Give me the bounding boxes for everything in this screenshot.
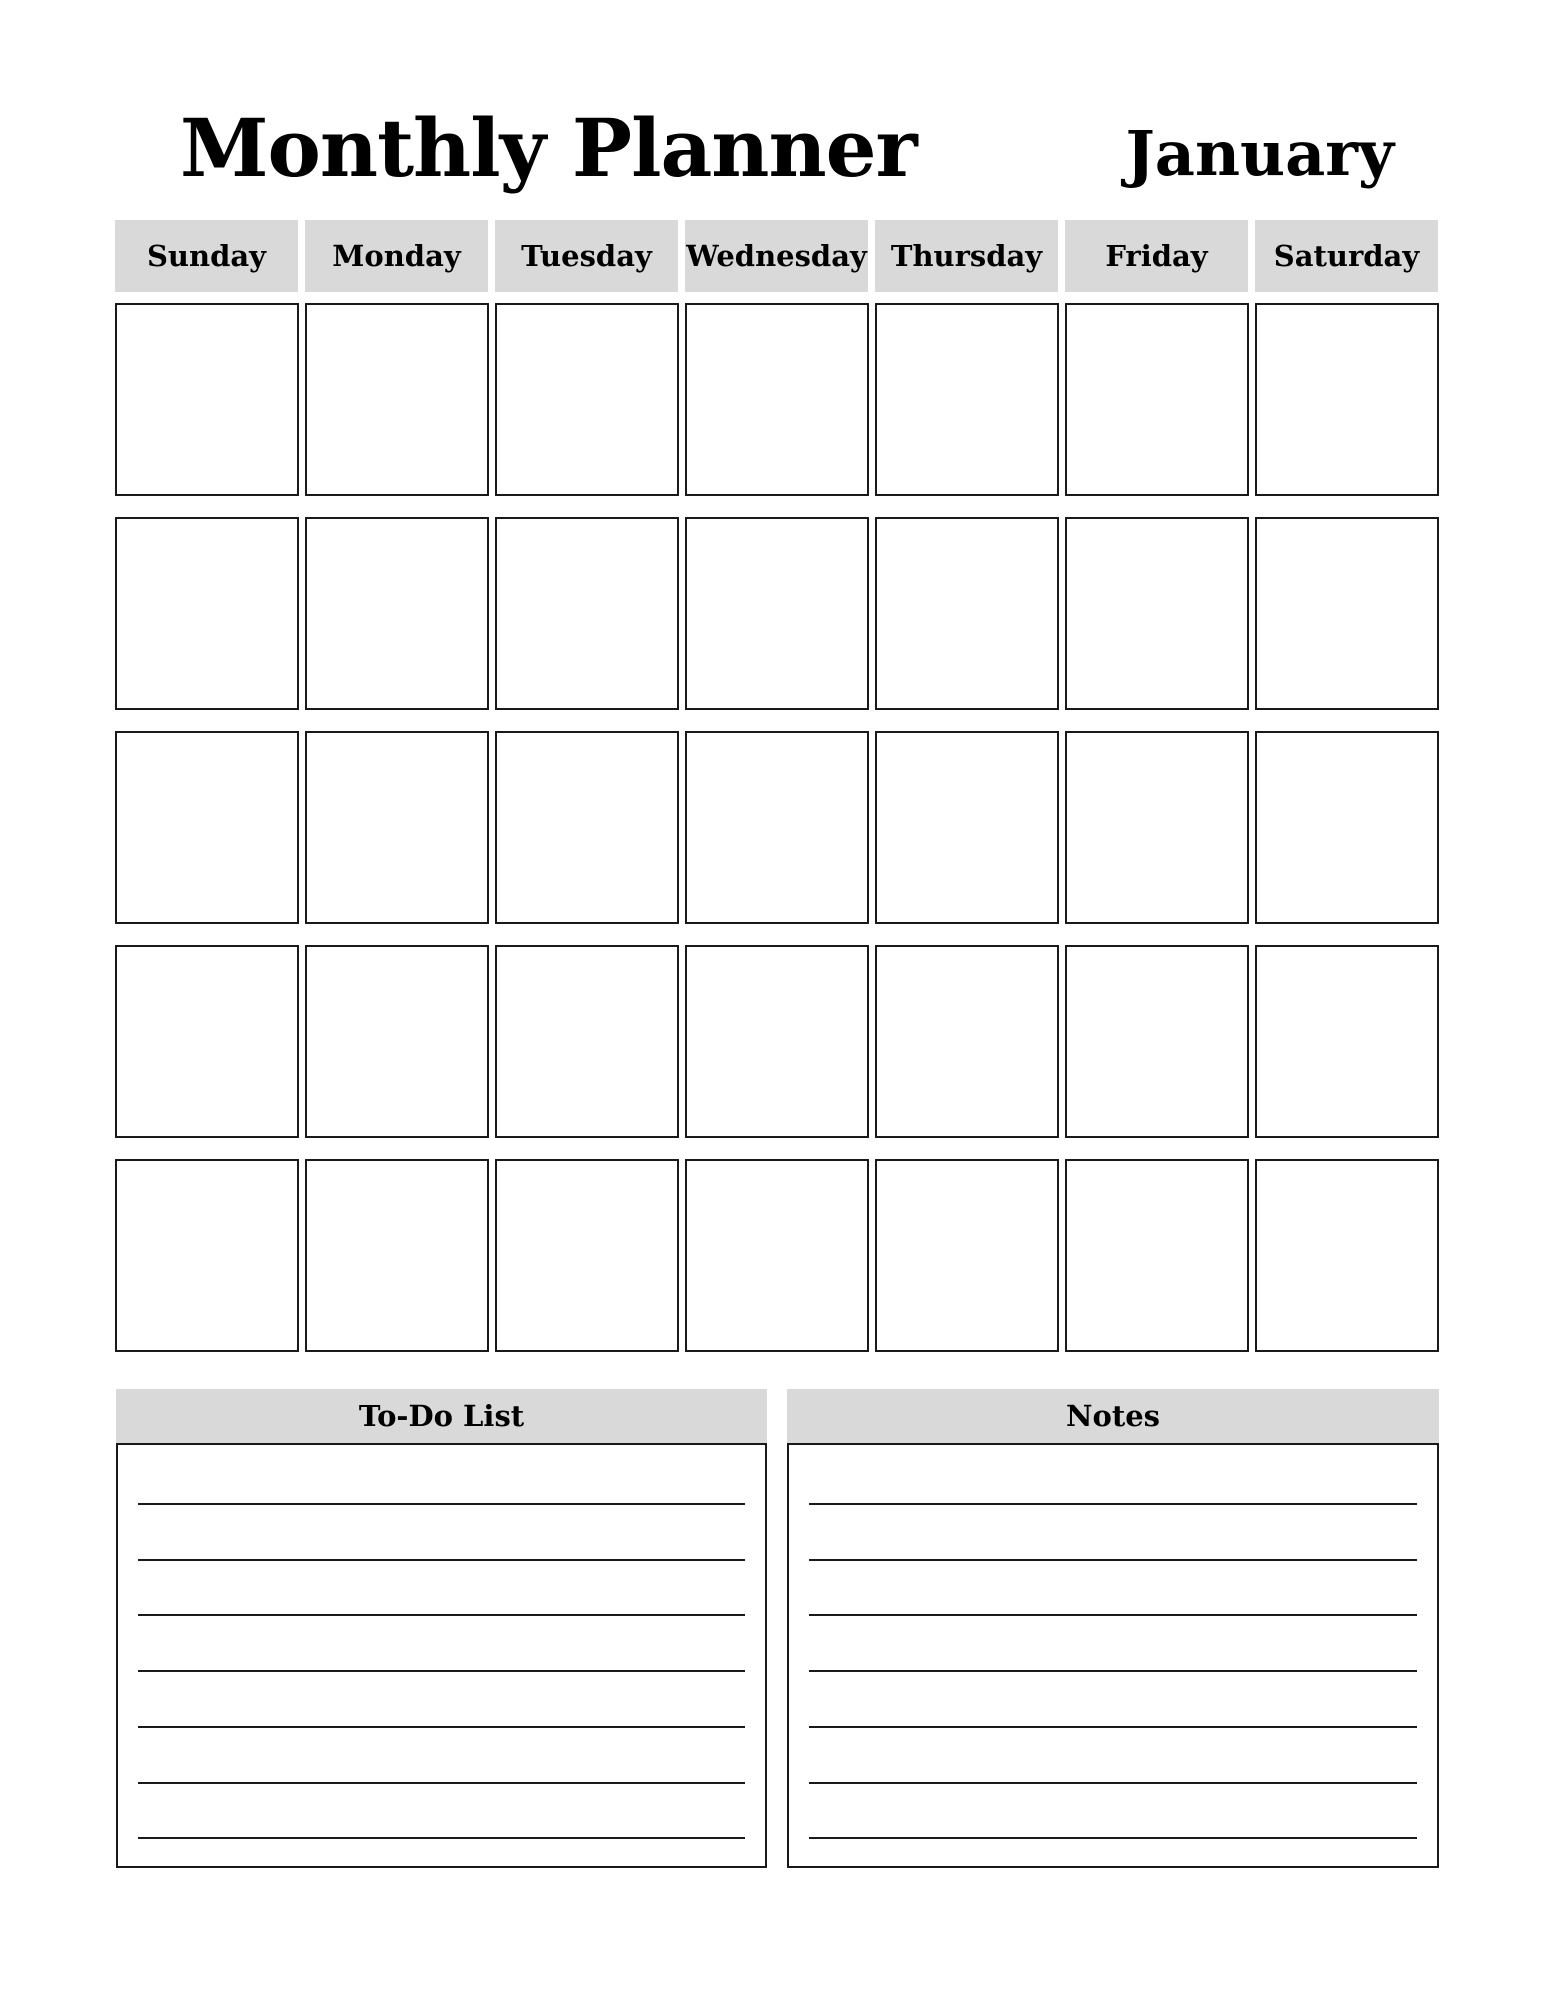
weekday-sunday: Sunday [115, 220, 298, 292]
todo-box[interactable] [116, 1443, 767, 1868]
weekday-wednesday: Wednesday [685, 220, 868, 292]
day-cell[interactable] [1065, 731, 1249, 924]
day-cell[interactable] [495, 517, 679, 710]
day-cell[interactable] [305, 517, 489, 710]
day-cell[interactable] [115, 945, 299, 1138]
day-cell[interactable] [685, 1159, 869, 1352]
weekday-friday: Friday [1065, 220, 1248, 292]
weekday-saturday: Saturday [1255, 220, 1438, 292]
todo-writing-line[interactable] [138, 1503, 745, 1505]
todo-writing-line[interactable] [138, 1559, 745, 1561]
day-cell[interactable] [1065, 945, 1249, 1138]
day-cell[interactable] [875, 1159, 1059, 1352]
day-cell[interactable] [305, 303, 489, 496]
day-cell[interactable] [685, 303, 869, 496]
day-cell[interactable] [1255, 303, 1439, 496]
notes-header: Notes [787, 1389, 1439, 1443]
day-cell[interactable] [1065, 303, 1249, 496]
day-cell[interactable] [115, 517, 299, 710]
day-cell[interactable] [495, 1159, 679, 1352]
weekday-header-row [115, 220, 1440, 292]
day-cell[interactable] [685, 517, 869, 710]
notes-writing-line[interactable] [809, 1614, 1417, 1616]
notes-writing-line[interactable] [809, 1559, 1417, 1561]
todo-writing-line[interactable] [138, 1670, 745, 1672]
notes-box[interactable] [787, 1443, 1439, 1868]
day-cell[interactable] [875, 303, 1059, 496]
notes-writing-line[interactable] [809, 1837, 1417, 1839]
day-cell[interactable] [1255, 945, 1439, 1138]
day-cell[interactable] [305, 1159, 489, 1352]
day-cell[interactable] [305, 945, 489, 1138]
day-cell[interactable] [1255, 1159, 1439, 1352]
weekday-monday: Monday [305, 220, 488, 292]
day-cell[interactable] [115, 731, 299, 924]
day-cell[interactable] [495, 731, 679, 924]
day-cell[interactable] [1255, 517, 1439, 710]
day-cell[interactable] [495, 945, 679, 1138]
day-cell[interactable] [875, 945, 1059, 1138]
day-cell[interactable] [1065, 1159, 1249, 1352]
todo-writing-line[interactable] [138, 1614, 745, 1616]
day-cell[interactable] [1255, 731, 1439, 924]
todo-panel [116, 1389, 767, 1868]
notes-panel [787, 1389, 1439, 1868]
day-cell[interactable] [875, 731, 1059, 924]
day-cell[interactable] [495, 303, 679, 496]
calendar-grid [115, 303, 1440, 1353]
notes-writing-line[interactable] [809, 1782, 1417, 1784]
todo-writing-line[interactable] [138, 1782, 745, 1784]
notes-writing-line[interactable] [809, 1670, 1417, 1672]
notes-writing-line[interactable] [809, 1726, 1417, 1728]
month-label: January [1125, 117, 1394, 190]
day-cell[interactable] [685, 945, 869, 1138]
todo-writing-line[interactable] [138, 1837, 745, 1839]
day-cell[interactable] [305, 731, 489, 924]
day-cell[interactable] [875, 517, 1059, 710]
day-cell[interactable] [1065, 517, 1249, 710]
weekday-tuesday: Tuesday [495, 220, 678, 292]
day-cell[interactable] [115, 303, 299, 496]
todo-header: To-Do List [116, 1389, 767, 1443]
day-cell[interactable] [685, 731, 869, 924]
weekday-thursday: Thursday [875, 220, 1058, 292]
page-title: Monthly Planner [180, 101, 917, 195]
day-cell[interactable] [115, 1159, 299, 1352]
notes-writing-line[interactable] [809, 1503, 1417, 1505]
todo-writing-line[interactable] [138, 1726, 745, 1728]
